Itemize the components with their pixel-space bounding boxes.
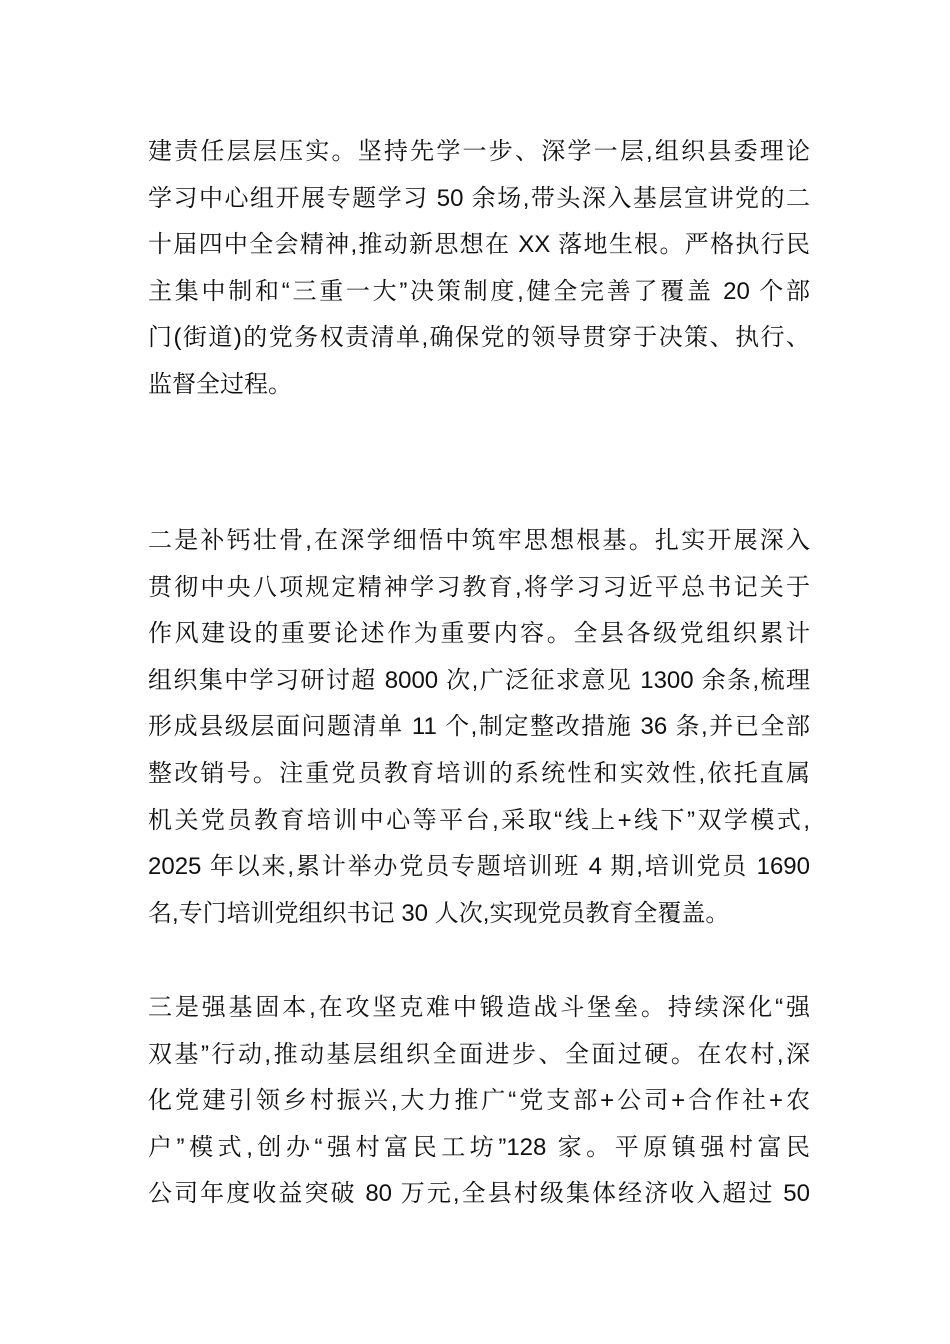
text-line: 学习中心组开展专题学习 50 余场,带头深入基层宣讲党的二 <box>148 184 810 212</box>
text-line: 十届四中全会精神,推动新思想在 XX 落地生根。严格执行民 <box>148 231 810 259</box>
text-line: 机关党员教育培训中心等平台,采取“线上+线下”双学模式, <box>148 806 810 834</box>
text-line: 名,专门培训党组织书记 30 人次,实现党员教育全覆盖。 <box>148 899 730 927</box>
text-line: 形成县级层面问题清单 11 个,制定整改措施 36 条,并已全部 <box>148 713 810 741</box>
text-line: 组织集中学习研讨超 8000 次,广泛征求意见 1300 余条,梳理 <box>148 666 810 694</box>
text-line: 化党建引领乡村振兴,大力推广“党支部+公司+合作社+农 <box>148 1087 810 1115</box>
text-line: 门(街道)的党务权责清单,确保党的领导贯穿于决策、执行、 <box>148 324 810 352</box>
text-line: 整改销号。注重党员教育培训的系统性和实效性,依托直属 <box>148 759 810 787</box>
text-line: 建责任层层压实。坚持先学一步、深学一层,组织县委理论 <box>148 138 810 165</box>
text-line: 监督全过程。 <box>148 370 292 398</box>
text-line: 公司年度收益突破 80 万元,全县村级集体经济收入超过 50 <box>148 1180 810 1208</box>
paragraph-3 <box>148 985 810 1218</box>
text-line: 三是强基固本,在攻坚克难中锻造战斗堡垒。持续深化“强 <box>148 994 810 1021</box>
text-line: 作风建设的重要论述作为重要内容。全县各级党组织累计 <box>148 620 810 648</box>
text-line: 2025 年以来,累计举办党员专题培训班 4 期,培训党员 1690 <box>148 853 810 881</box>
paragraph-1 <box>148 129 810 409</box>
paragraph-2 <box>148 518 810 937</box>
text-line: 主集中制和“三重一大”决策制度,健全完善了覆盖 20 个部 <box>148 277 810 305</box>
text-line: 二是补钙壮骨,在深学细悟中筑牢思想根基。扎实开展深入 <box>148 527 810 554</box>
text-line: 贯彻中央八项规定精神学习教育,将学习习近平总书记关于 <box>148 573 810 601</box>
text-line: 双基”行动,推动基层组织全面进步、全面过硬。在农村,深 <box>148 1040 810 1068</box>
text-line: 户”模式,创办“强村富民工坊”128 家。平原镇强村富民 <box>148 1133 810 1161</box>
